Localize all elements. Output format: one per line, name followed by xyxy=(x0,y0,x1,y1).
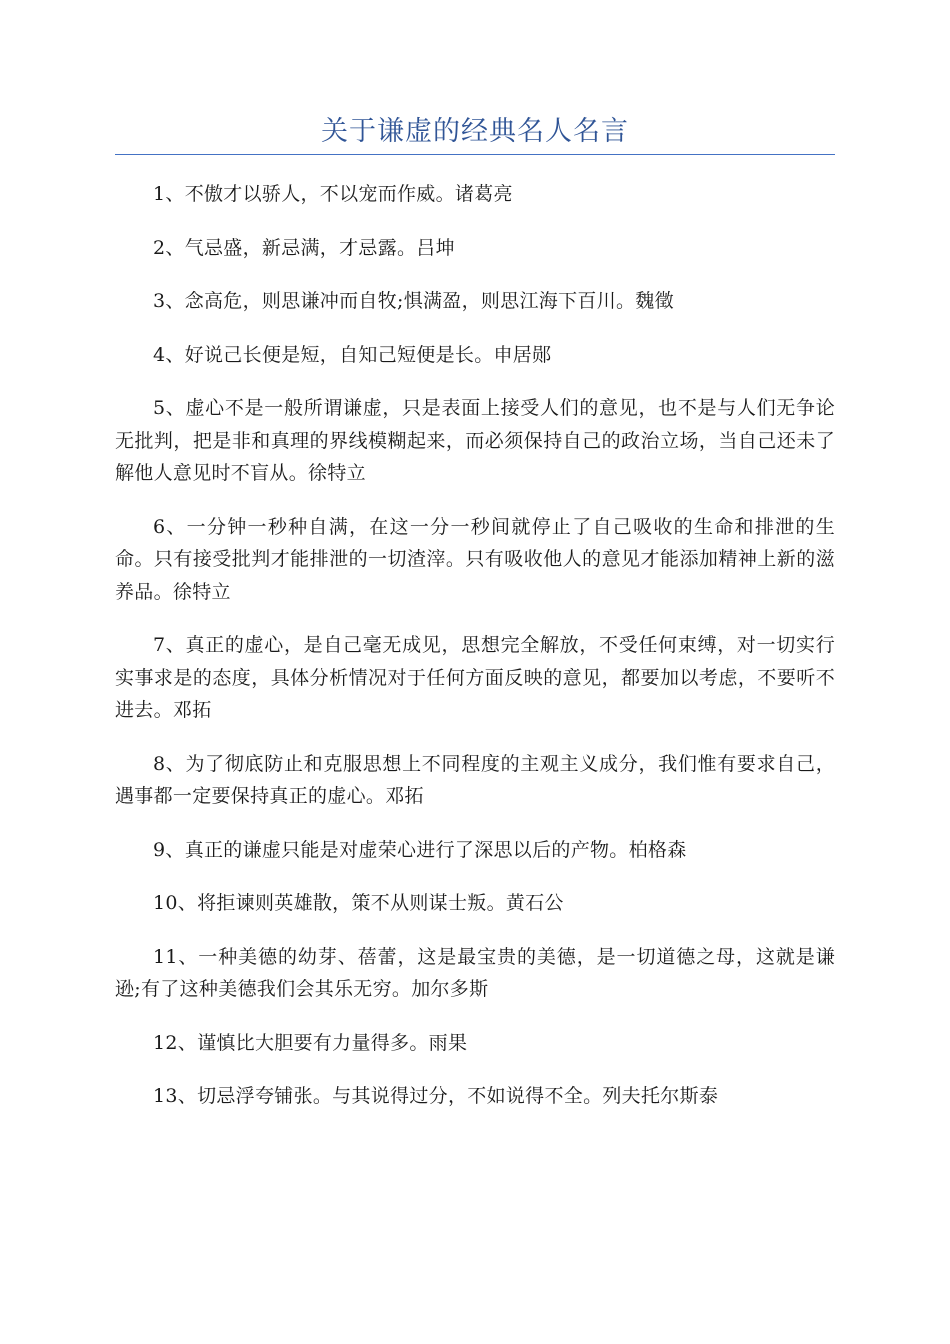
quote-item: 11、一种美德的幼芽、蓓蕾，这是最宝贵的美德，是一切道德之母，这就是谦逊;有了这种美德我们会其乐无穷。加尔多斯 xyxy=(115,945,835,1000)
quote-item: 8、为了彻底防止和克服思想上不同程度的主观主义成分，我们惟有要求自己，遇事都一定要保持真正的虚心。邓拓 xyxy=(115,752,835,807)
quote-item: 1、不傲才以骄人，不以宠而作威。诸葛亮 xyxy=(153,183,513,205)
quote-item: 5、虚心不是一般所谓谦虚，只是表面上接受人们的意见，也不是与人们无争论无批判，把是非和真理的界线模糊起来，而必须保持自己的政治立场，当自己还未了解他人意见时不盲从。徐特立 xyxy=(115,397,835,484)
quote-item: 3、念高危，则思谦冲而自牧;惧满盈，则思江海下百川。魏徵 xyxy=(153,290,674,312)
title-divider xyxy=(115,154,835,155)
quote-item: 6、一分钟一秒种自满，在这一分一秒间就停止了自己吸收的生命和排泄的生命。只有接受批判才能排泄的一切渣滓。只有吸收他人的意见才能添加精神上新的滋养品。徐特立 xyxy=(115,515,835,603)
quote-item: 4、好说己长便是短，自知己短便是长。申居郧 xyxy=(153,343,552,366)
quote-item: 2、气忌盛，新忌满，才忌露。吕坤 xyxy=(153,236,455,259)
quote-item: 12、谨慎比大胆要有力量得多。雨果 xyxy=(153,1031,468,1054)
quote-list xyxy=(115,178,835,1134)
quote-item: 10、将拒谏则英雄散，策不从则谋士叛。黄石公 xyxy=(153,892,564,914)
quote-item: 13、切忌浮夸铺张。与其说得过分，不如说得不全。列夫托尔斯泰 xyxy=(153,1085,719,1107)
page-title: 关于谦虚的经典名人名言 xyxy=(321,116,629,147)
quote-item: 9、真正的谦虚只能是对虚荣心进行了深思以后的产物。柏格森 xyxy=(153,838,687,861)
quote-item: 7、真正的虚心，是自己毫无成见，思想完全解放，不受任何束缚，对一切实行实事求是的态度，具体分析情况对于任何方面反映的意见，都要加以考虑，不要听不进去。邓拓 xyxy=(115,634,835,721)
